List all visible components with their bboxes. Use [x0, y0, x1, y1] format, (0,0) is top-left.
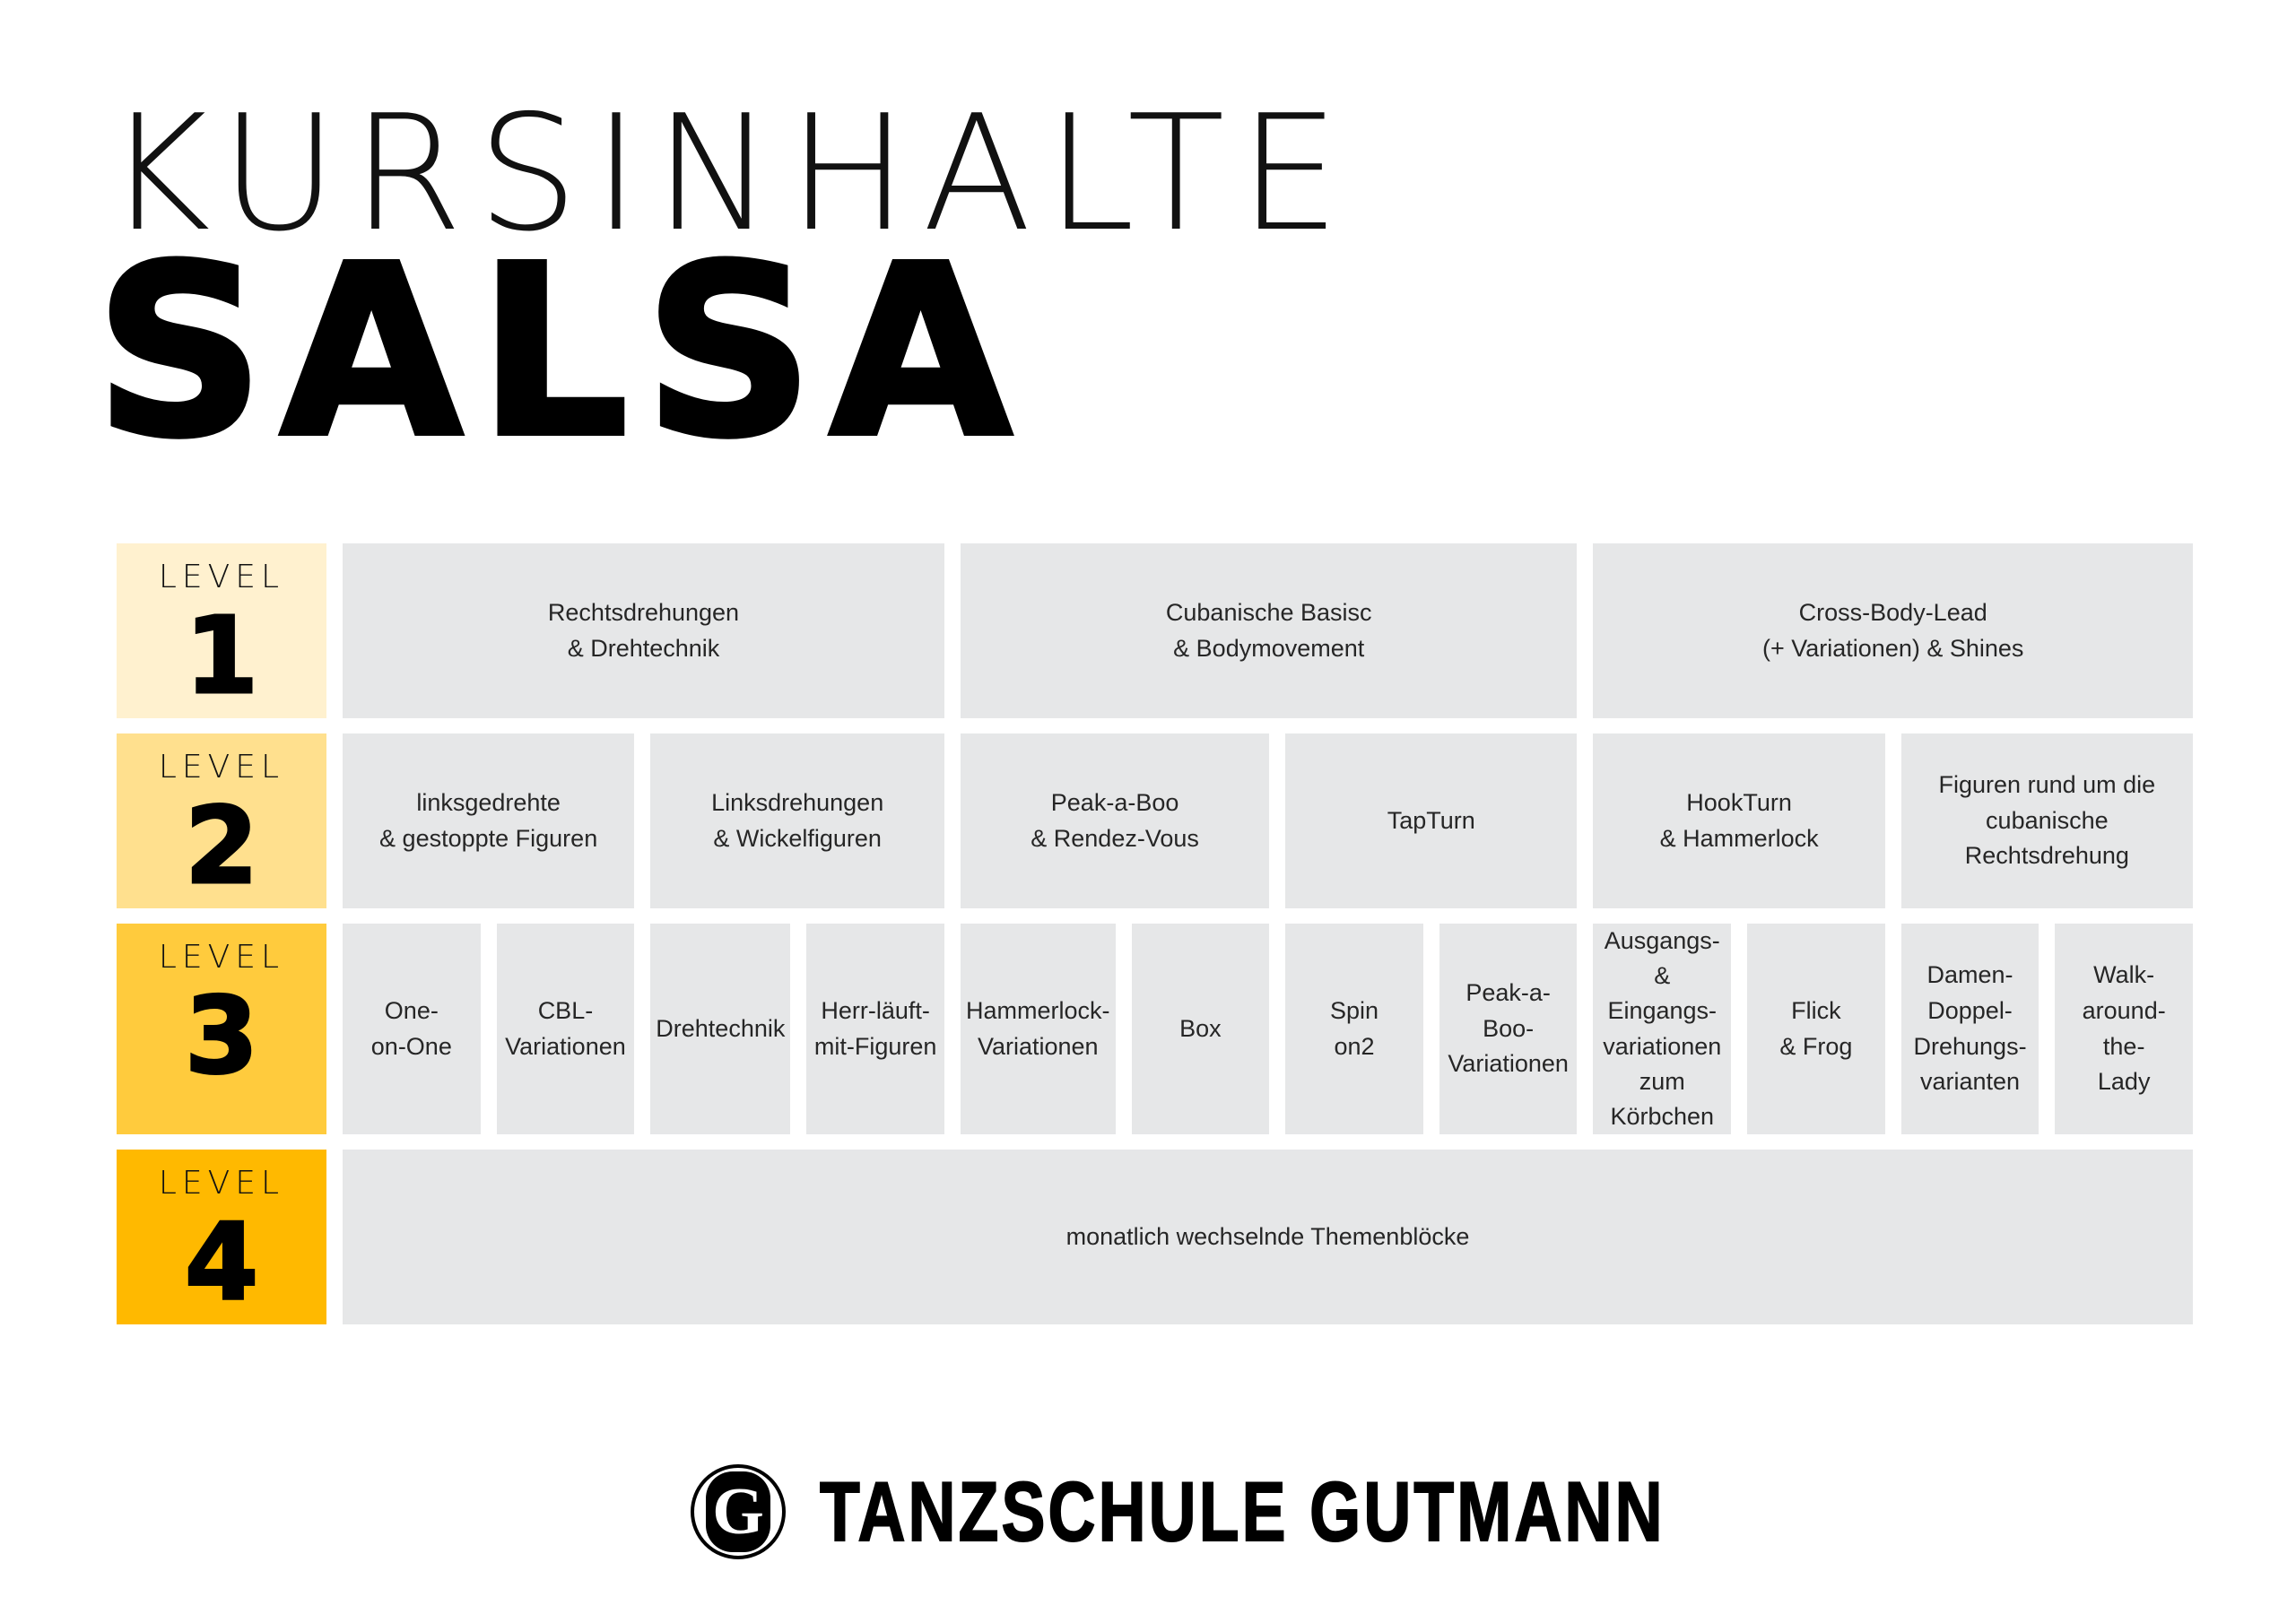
level-2-label [117, 733, 326, 908]
course-topic: Linksdrehungen & Wickelfiguren [650, 733, 944, 908]
course-topic: Cubanische Basisc & Bodymovement [961, 543, 1577, 718]
course-topic: CBL- Variationen [497, 924, 635, 1134]
page-title-light: KURSINHALTE [106, 81, 1355, 266]
course-topic: Walk- around- the- Lady [2055, 924, 2193, 1134]
course-topic: Ausgangs- & Eingangs- variationen zum Körbchen [1593, 924, 1731, 1134]
level-number: 1 [184, 594, 259, 717]
course-topic: linksgedrehte & gestoppte Figuren [343, 733, 634, 908]
level-1-label [117, 543, 326, 718]
course-topic: Flick & Frog [1747, 924, 1885, 1134]
brand-logo [691, 1463, 1904, 1560]
level-number: 4 [184, 1199, 259, 1324]
course-topic: Drehtechnik [650, 924, 790, 1134]
course-topic: Spin on2 [1285, 924, 1423, 1134]
course-topic: Herr-läuft- mit-Figuren [806, 924, 944, 1134]
g-logo-icon [691, 1464, 786, 1559]
course-topic: One- on-One [343, 924, 481, 1134]
course-topic: Figuren rund um die cubanische Rechtsdrehung [1901, 733, 2193, 908]
level-4-label [117, 1150, 326, 1324]
course-topic: Box [1132, 924, 1270, 1134]
course-topic: Peak-a-Boo- Variationen [1439, 924, 1578, 1134]
course-topic: Damen- Doppel- Drehungs- varianten [1901, 924, 2039, 1134]
course-topic: Cross-Body-Lead (+ Variationen) & Shines [1593, 543, 2193, 718]
level-word: LEVEL [158, 1164, 285, 1202]
course-content-table [117, 543, 2193, 1324]
brand-name: TANZSCHULE GUTMANN [820, 1464, 1665, 1558]
level-3-label [117, 924, 326, 1134]
course-topic: TapTurn [1285, 733, 1577, 908]
level-number: 3 [184, 974, 259, 1098]
level-word: LEVEL [158, 559, 285, 595]
course-topic: HookTurn & Hammerlock [1593, 733, 1884, 908]
logo-letter: G [712, 1475, 764, 1549]
course-topic: Peak-a-Boo & Rendez-Vous [961, 733, 1269, 908]
page-title-bold: SALSA [95, 215, 1028, 489]
course-topic: Hammerlock- Variationen [961, 924, 1116, 1134]
course-topic: Rechtsdrehungen & Drehtechnik [343, 543, 944, 718]
course-topic: monatlich wechselnde Themenblöcke [343, 1150, 2193, 1324]
level-number: 2 [184, 784, 259, 908]
level-word: LEVEL [158, 939, 285, 976]
level-word: LEVEL [158, 749, 285, 786]
